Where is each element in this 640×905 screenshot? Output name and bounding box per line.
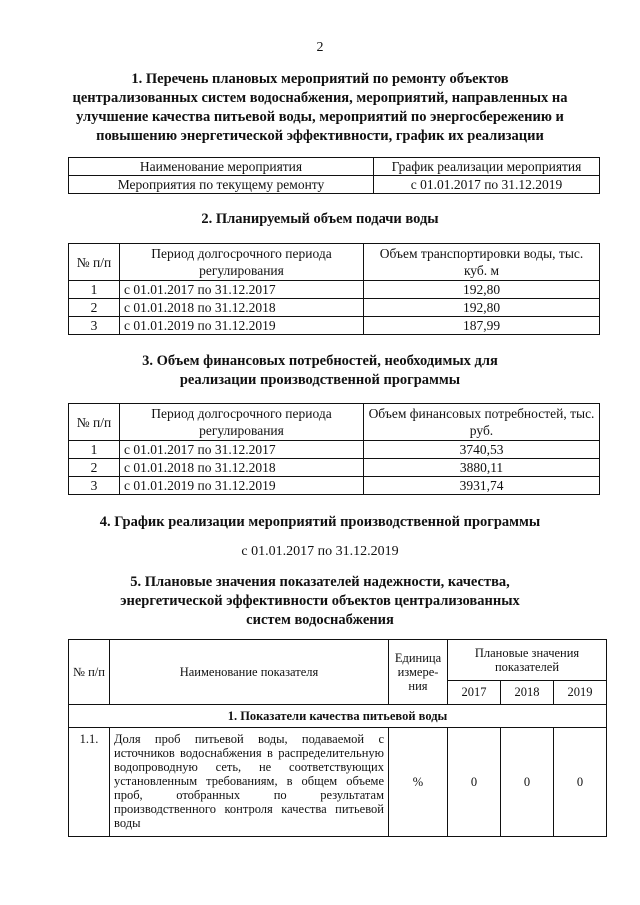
- table-row: [69, 299, 600, 317]
- section1-table: [68, 157, 600, 194]
- header-cell: № п/п: [69, 640, 110, 705]
- header-cell: Период долгосрочного периода регулирования: [120, 244, 364, 281]
- header-cell: Плановые значения показателей: [448, 640, 607, 681]
- table-cell: Мероприятия по текущему ремонту: [69, 176, 374, 194]
- year-cell: 2019: [554, 680, 607, 704]
- page-number: 2: [316, 40, 324, 55]
- table-cell: %: [389, 728, 448, 837]
- table-header-row: [69, 640, 607, 681]
- table-header-row: [69, 244, 600, 281]
- table-cell: 1: [69, 441, 120, 459]
- table-cell: 1.1.: [69, 728, 110, 837]
- table-cell: 1: [69, 281, 120, 299]
- table-cell: 0: [501, 728, 554, 837]
- header-cell: № п/п: [69, 244, 120, 281]
- header-cell: Объем транспортировки воды, тыс. куб. м: [364, 244, 600, 281]
- group-title: 1. Показатели качества питьевой воды: [69, 705, 607, 728]
- table-cell: 2: [69, 459, 120, 477]
- table-cell: с 01.01.2017 по 31.12.2017: [120, 441, 364, 459]
- table-cell: с 01.01.2018 по 31.12.2018: [120, 459, 364, 477]
- table-cell: Доля проб питьевой воды, подаваемой с источников водоснабжения в распределительную водопроводную сеть, не соответствующих установленным требованиям, в общем объеме проб, отобранных по результатам производственного контроля качества питьевой воды: [110, 728, 389, 837]
- table-cell: 3: [69, 317, 120, 335]
- table-row: [69, 317, 600, 335]
- section4-title: 4. График реализации мероприятий производственной программы: [99, 514, 541, 530]
- table-cell: с 01.01.2019 по 31.12.2019: [120, 317, 364, 335]
- header-cell: Наименование мероприятия: [69, 158, 374, 176]
- table-row: [69, 176, 600, 194]
- table-header-row: [69, 404, 600, 441]
- section2-table: [68, 243, 600, 335]
- section3-title: 3. Объем финансовых потребностей, необходимых для реализации производственной программы: [142, 353, 498, 388]
- table-cell: 3880,11: [364, 459, 600, 477]
- section5-title: 5. Плановые значения показателей надежности, качества, энергетической эффективности объектов централизованных систем водоснабжения: [120, 574, 520, 628]
- section1-title: 1. Перечень плановых мероприятий по ремонту объектов централизованных систем водоснабжения, мероприятий, направленных на улучшение качества питьевой воды, мероприятий по энергосбережению и повышению энергетической эффективности, график их реализации: [72, 71, 568, 144]
- header-cell: График реализации мероприятия: [374, 158, 600, 176]
- table-cell: с 01.01.2018 по 31.12.2018: [120, 299, 364, 317]
- table-cell: 192,80: [364, 281, 600, 299]
- table-group-row: [69, 705, 607, 728]
- table-header-row: [69, 158, 600, 176]
- year-cell: 2017: [448, 680, 501, 704]
- header-cell: Период долгосрочного периода регулирования: [120, 404, 364, 441]
- table-cell: с 01.01.2017 по 31.12.2019: [374, 176, 600, 194]
- table-cell: 0: [448, 728, 501, 837]
- section5-table: [68, 639, 607, 837]
- table-row: [69, 459, 600, 477]
- table-row: [69, 441, 600, 459]
- table-cell: 192,80: [364, 299, 600, 317]
- table-row: [69, 728, 607, 837]
- header-cell: № п/п: [69, 404, 120, 441]
- table-cell: 3931,74: [364, 477, 600, 495]
- header-cell: Наименование показателя: [110, 640, 389, 705]
- table-cell: 2: [69, 299, 120, 317]
- table-row: [69, 281, 600, 299]
- year-cell: 2018: [501, 680, 554, 704]
- section2-title: 2. Планируемый объем подачи воды: [201, 211, 439, 227]
- table-cell: 3: [69, 477, 120, 495]
- table-cell: 3740,53: [364, 441, 600, 459]
- section4-period: с 01.01.2017 по 31.12.2019: [241, 544, 399, 559]
- table-row: [69, 477, 600, 495]
- table-cell: с 01.01.2019 по 31.12.2019: [120, 477, 364, 495]
- header-cell: Объем финансовых потребностей, тыс. руб.: [364, 404, 600, 441]
- table-cell: 187,99: [364, 317, 600, 335]
- table-cell: с 01.01.2017 по 31.12.2017: [120, 281, 364, 299]
- section3-table: [68, 403, 600, 495]
- header-cell: Единица измере-ния: [389, 640, 448, 705]
- table-cell: 0: [554, 728, 607, 837]
